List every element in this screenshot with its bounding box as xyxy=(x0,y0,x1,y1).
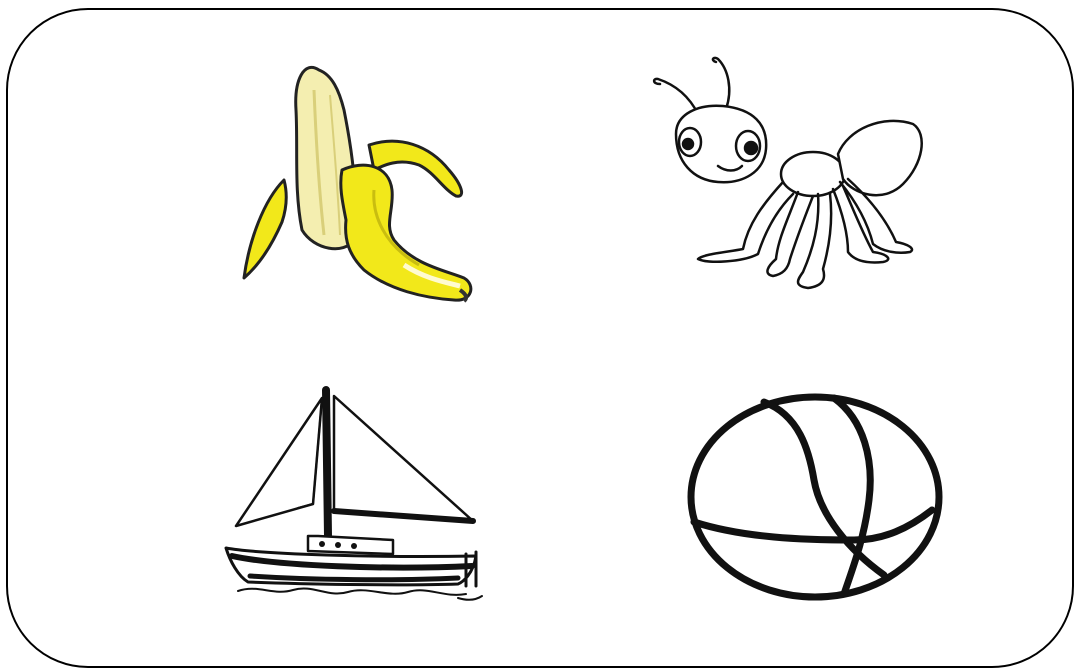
ball-tile[interactable] xyxy=(684,390,946,604)
ant-icon xyxy=(648,54,928,304)
ball-icon xyxy=(684,390,946,604)
sailboat-tile[interactable] xyxy=(218,386,490,610)
banana-icon xyxy=(224,50,484,310)
sailboat-icon xyxy=(218,386,490,610)
ant-tile[interactable] xyxy=(648,54,928,304)
picture-card xyxy=(6,8,1074,668)
banana-tile[interactable] xyxy=(224,50,484,310)
